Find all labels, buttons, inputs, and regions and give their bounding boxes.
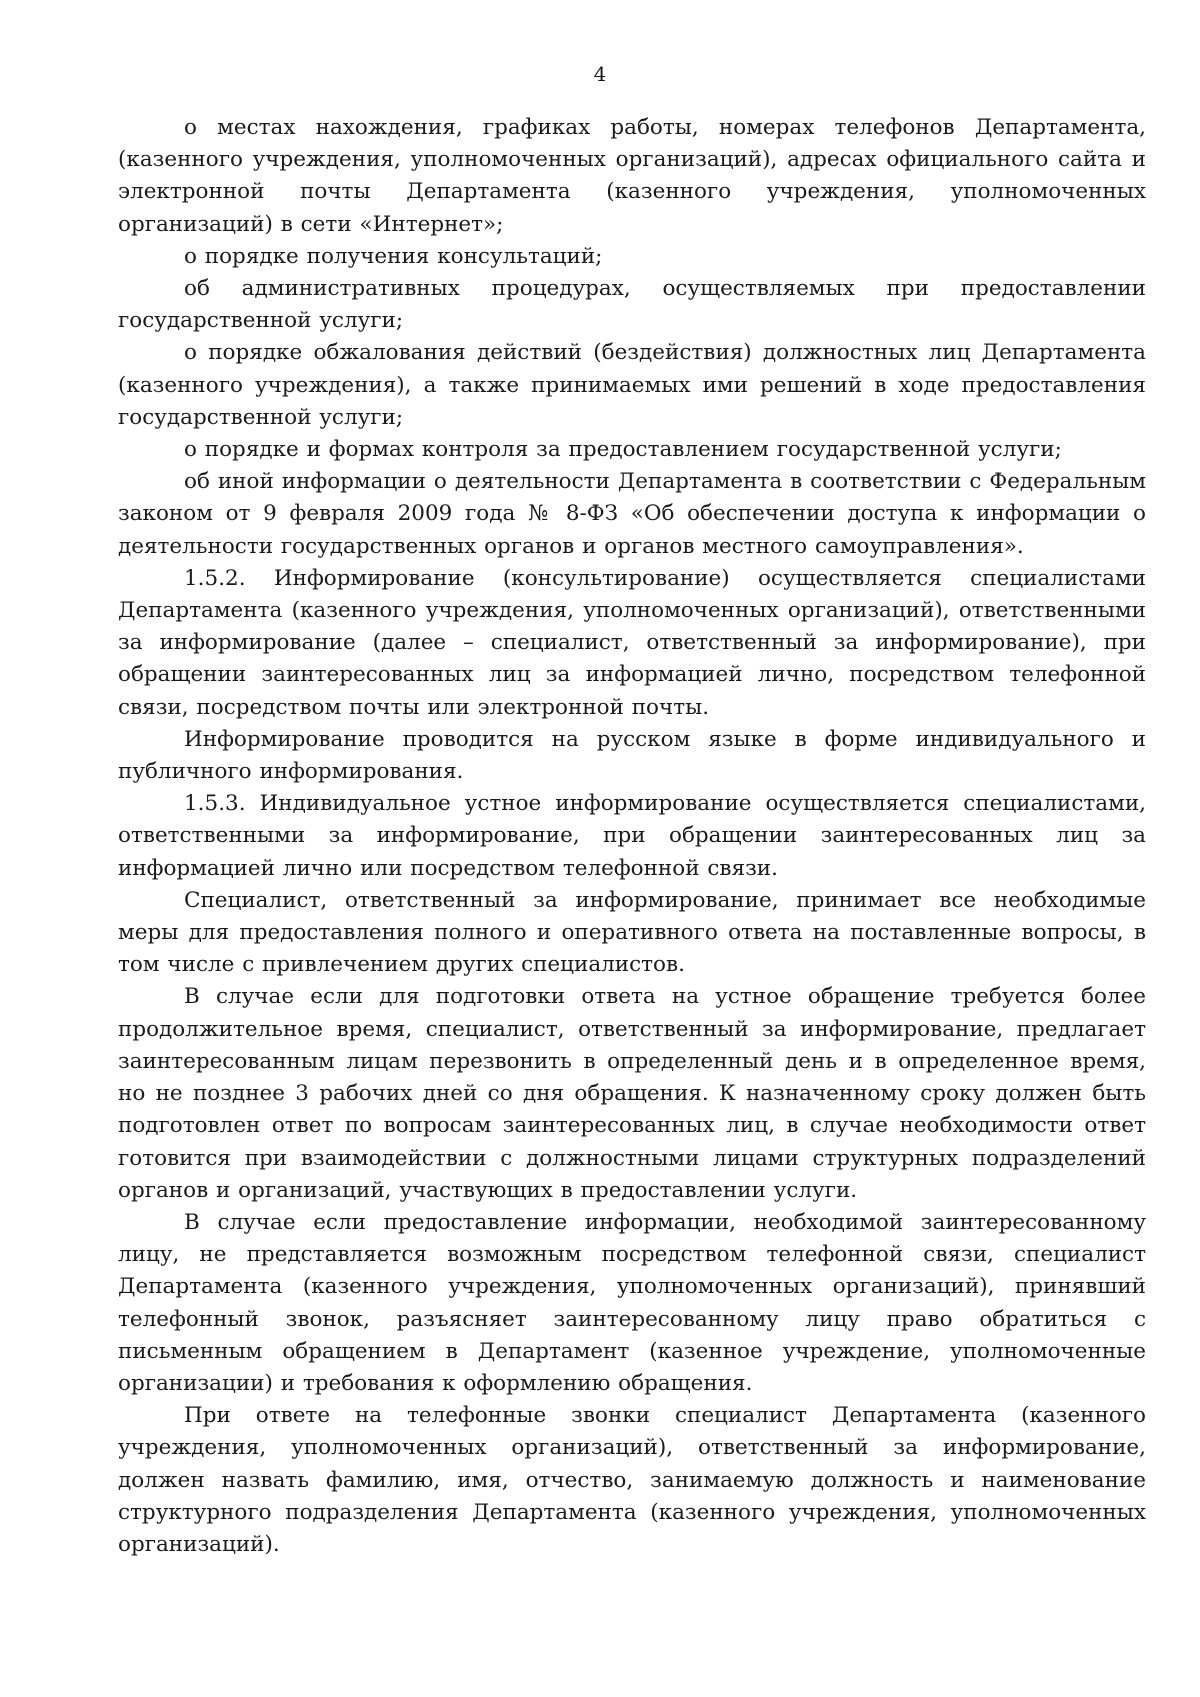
document-body xyxy=(118,112,1146,1561)
paragraph: о порядке и формах контроля за предоставлением государственной услуги; xyxy=(184,437,1062,463)
paragraph: о порядке обжалования действий (бездействия) должностных лиц Департамента (казенного учреждения), а также принимаемых ими решений в ходе предоставления государственной услуги; xyxy=(118,340,1146,430)
paragraph: При ответе на телефонные звонки специалист Департамента (казенного учреждения, уполномоченных организаций), ответственный за информирование, должен назвать фамилию, имя, отчество, занимаемую должность и наименование структурного подразделения Департамента (казенного учреждения, уполномоченных организаций). xyxy=(118,1403,1146,1557)
page-number: 4 xyxy=(593,62,607,86)
paragraph-section-1-5-3: 1.5.3. Индивидуальное устное информирование осуществляется специалистами, ответственными за информирование, при обращении заинтересованных лиц за информацией лично или посредством телефонной связи. xyxy=(118,791,1146,881)
paragraph: об иной информации о деятельности Департамента в соответствии с Федеральным законом от 9 февраля 2009 года № 8-ФЗ «Об обеспечении доступа к информации о деятельности государственных органов и органов местного самоуправления». xyxy=(118,469,1146,559)
paragraph: В случае если предоставление информации, необходимой заинтересованному лицу, не представляется возможным посредством телефонной связи, специалист Департамента (казенного учреждения, уполномоченных организаций), принявший телефонный звонок, разъясняет заинтересованному лицу право обратиться с письменным обращением в Департамент (казенное учреждение, уполномоченные организации) и требования к оформлению обращения. xyxy=(118,1209,1146,1396)
paragraph-section-1-5-2: 1.5.2. Информирование (консультирование) осуществляется специалистами Департамента (казенного учреждения, уполномоченных организаций), ответственными за информирование (далее – специалист, ответственный за информирование), при обращении заинтересованных лиц за информацией лично, посредством телефонной связи, посредством почты или электронной почты. xyxy=(118,565,1146,720)
paragraph: Специалист, ответственный за информирование, принимает все необходимые меры для предоставления полного и оперативного ответа на поставленные вопросы, в том числе с привлечением других специалистов. xyxy=(118,887,1146,978)
paragraph: о порядке получения консультаций; xyxy=(184,243,603,269)
paragraph: В случае если для подготовки ответа на устное обращение требуется более продолжительное время, специалист, ответственный за информирование, предлагает заинтересованным лицам перезвонить в определенный день и в определенное время, но не позднее 3 рабочих дней со дня обращения. К назначенному сроку должен быть подготовлен ответ по вопросам заинтересованных лиц, в случае необходимости ответ готовится при взаимодействии с должностными лицами структурных подразделений органов и организаций, участвующих в предоставлении услуги. xyxy=(118,984,1146,1203)
paragraph: об административных процедурах, осуществляемых при предоставлении государственной услуги; xyxy=(118,276,1146,334)
paragraph: Информирование проводится на русском языке в форме индивидуального и публичного информирования. xyxy=(118,726,1146,785)
paragraph: о местах нахождения, графиках работы, номерах телефонов Департамента, (казенного учреждения, уполномоченных организаций), адресах официального сайта и электронной почты Департамента (казенного учреждения, уполномоченных организаций) в сети «Интернет»; xyxy=(118,115,1146,237)
